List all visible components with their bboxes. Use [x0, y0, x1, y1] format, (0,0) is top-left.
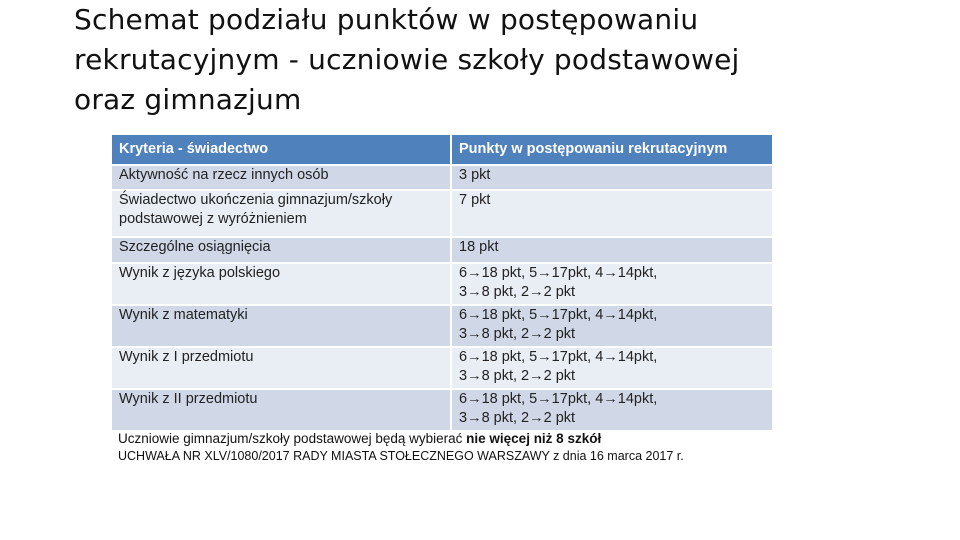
table-row	[111, 347, 773, 389]
resolution-reference: UCHWAŁA NR XLV/1080/2017 RADY MIASTA STOŁECZNEGO WARSZAWY z dnia 16 marca 2017 r.	[118, 449, 684, 460]
slide-title-line-3: oraz gimnazjum	[74, 83, 302, 116]
criterion-cell: Szczególne osiągnięcia	[111, 237, 451, 263]
slide-title	[74, 0, 914, 120]
points-cell: 18 pkt	[451, 237, 773, 263]
slide-title-line-1: Schemat podziału punktów w postępowaniu	[74, 3, 699, 36]
criteria-table-image	[108, 132, 772, 462]
table-header-row	[111, 134, 773, 165]
school-limit-note-text: Uczniowie gimnazjum/szkoły podstawowej będą wybierać	[118, 431, 467, 446]
points-cell: 6→18 pkt, 5→17pkt, 4→14pkt, 3→8 pkt, 2→2 pkt	[451, 263, 773, 305]
header-criteria: Kryteria - świadectwo	[111, 134, 451, 165]
points-cell: 6→18 pkt, 5→17pkt, 4→14pkt, 3→8 pkt, 2→2 pkt	[451, 389, 773, 431]
table-row	[111, 263, 773, 305]
criterion-cell: Świadectwo ukończenia gimnazjum/szkoły podstawowej z wyróżnieniem	[111, 190, 451, 237]
criterion-cell: Wynik z języka polskiego	[111, 263, 451, 305]
school-limit-note	[118, 431, 768, 447]
criterion-cell: Wynik z II przedmiotu	[111, 389, 451, 431]
table-row	[111, 389, 773, 431]
table-row	[111, 305, 773, 347]
table-row	[111, 190, 773, 237]
points-cell: 6→18 pkt, 5→17pkt, 4→14pkt, 3→8 pkt, 2→2 pkt	[451, 305, 773, 347]
school-limit-note-bold: nie więcej niż 8 szkół	[466, 431, 602, 446]
criterion-cell: Wynik z matematyki	[111, 305, 451, 347]
criterion-cell: Wynik z I przedmiotu	[111, 347, 451, 389]
criteria-table	[110, 133, 774, 432]
header-points: Punkty w postępowaniu rekrutacyjnym	[451, 134, 773, 165]
criterion-cell: Aktywność na rzecz innych osób	[111, 165, 451, 190]
table-row	[111, 165, 773, 190]
points-cell: 6→18 pkt, 5→17pkt, 4→14pkt, 3→8 pkt, 2→2 pkt	[451, 347, 773, 389]
points-cell: 3 pkt	[451, 165, 773, 190]
points-cell: 7 pkt	[451, 190, 773, 237]
table-row	[111, 237, 773, 263]
slide-title-line-2: rekrutacyjnym - uczniowie szkoły podstawowej	[74, 43, 740, 76]
